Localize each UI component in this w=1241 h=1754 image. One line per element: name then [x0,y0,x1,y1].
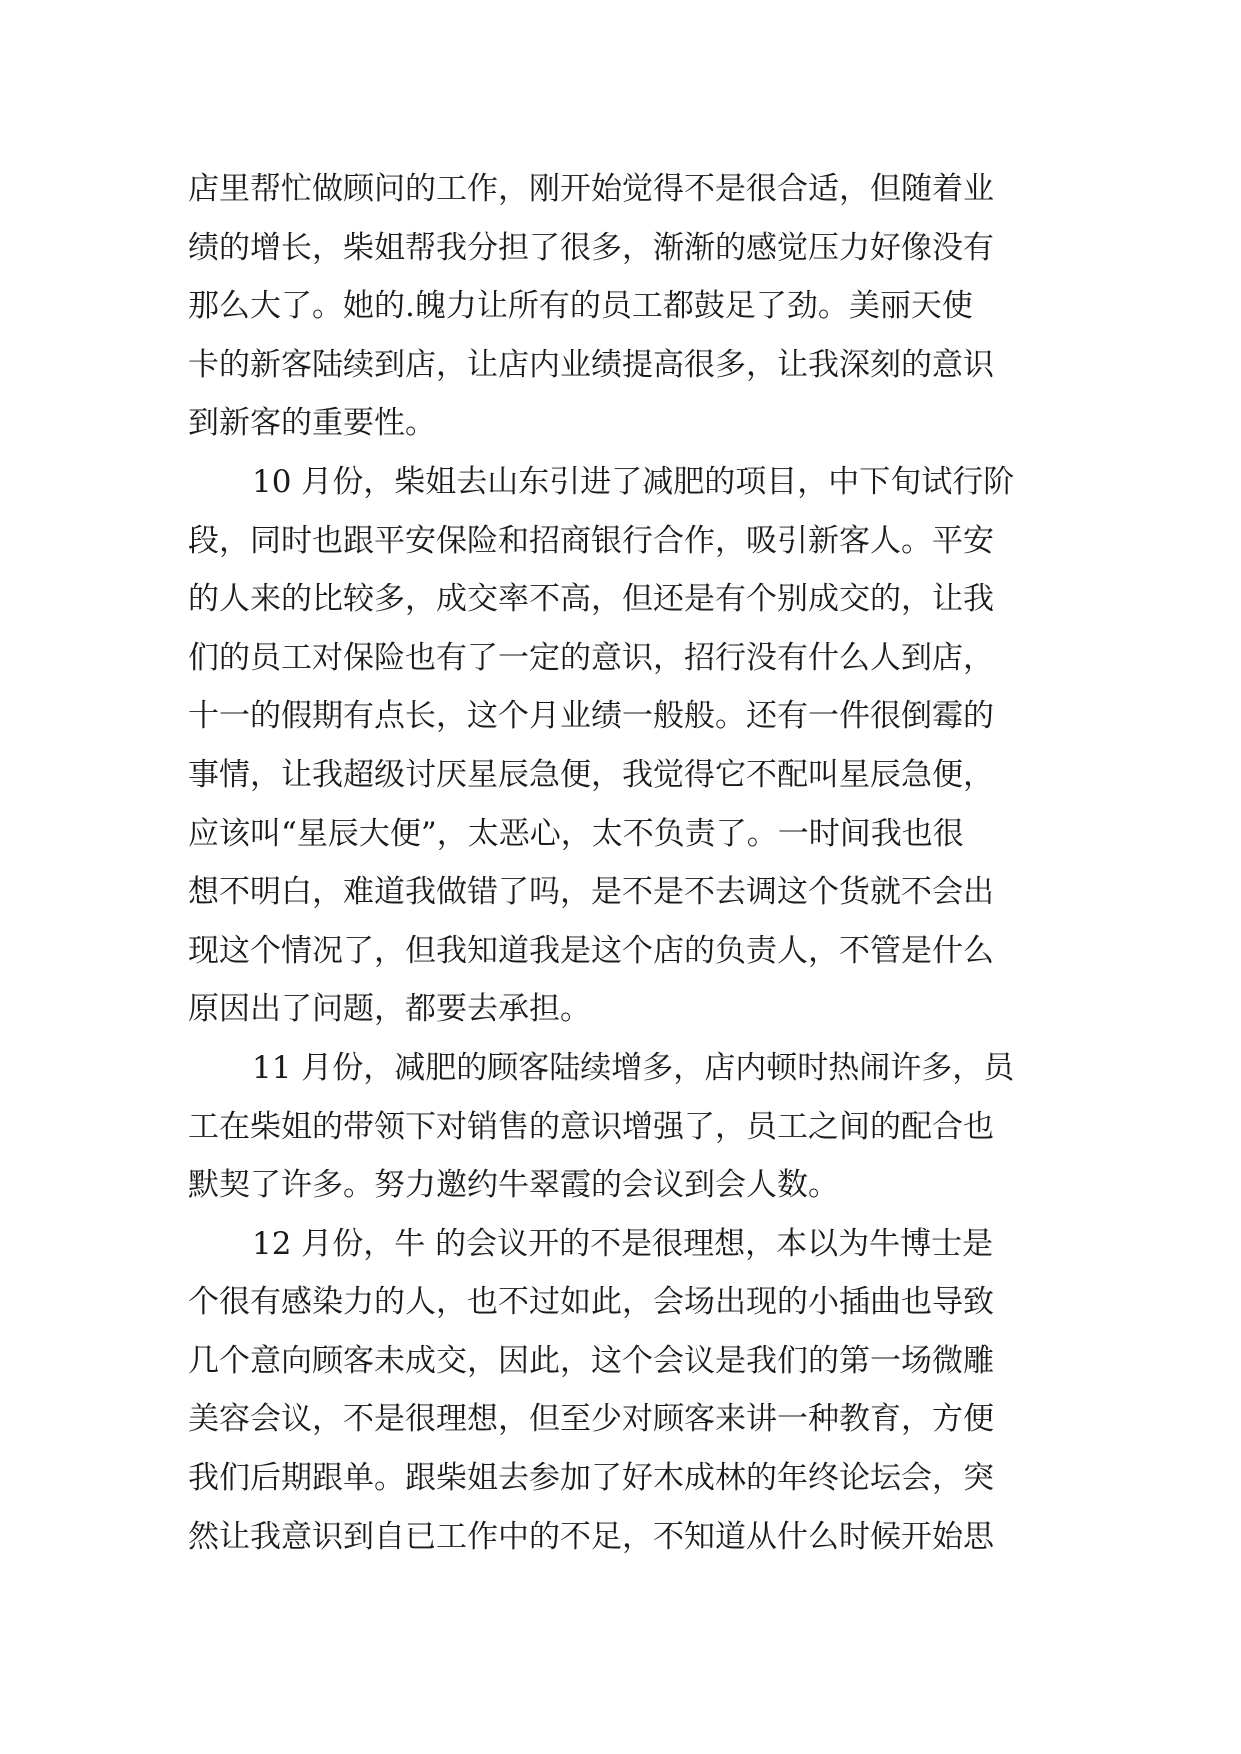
paragraph-start-line: 11 月份，减肥的顾客陆续增多，店内顿时热闹许多，员 [252,1049,1015,1086]
text-line: 绩的增长，柴姐帮我分担了很多，渐渐的感觉压力好像没有 [188,229,994,266]
text-line: 到新客的重要性。 [188,405,436,442]
text-line: 现这个情况了，但我知道我是这个店的负责人，不管是什么 [188,932,994,969]
text-line: 事情，让我超级讨厌星辰急便，我觉得它不配叫星辰急便， [188,756,994,793]
text-line: 默契了许多。努力邀约牛翠霞的会议到会人数。 [188,1167,839,1204]
text-line: 几个意向顾客未成交，因此，这个会议是我们的第一场微雕 [188,1342,994,1379]
paragraph-start-line: 12 月份，牛 的会议开的不是很理想，本以为牛博士是 [252,1225,994,1262]
text-line: 店里帮忙做顾问的工作，刚开始觉得不是很合适，但随着业 [188,171,994,207]
text-line: 段，同时也跟平安保险和招商银行合作，吸引新客人。平安 [188,522,994,559]
paragraph-start-line: 10 月份，柴姐去山东引进了减肥的项目，中下旬试行阶 [252,463,1015,500]
text-line: 卡的新客陆续到店，让店内业绩提高很多，让我深刻的意识 [188,346,994,383]
text-line: 美容会议，不是很理想，但至少对顾客来讲一种教育，方便 [188,1401,994,1438]
text-line: 应该叫“星辰大便”，太恶心，太不负责了。一时间我也很 [188,815,964,852]
document-body [188,160,1068,1566]
text-line: 十一的假期有点长，这个月业绩一般般。还有一件很倒霉的 [188,698,994,735]
text-line: 原因出了问题，都要去承担。 [188,991,591,1028]
text-line: 的人来的比较多，成交率不高，但还是有个别成交的，让我 [188,581,994,618]
text-line: 我们后期跟单。跟柴姐去参加了好木成林的年终论坛会，突 [188,1460,994,1497]
text-line: 然让我意识到自已工作中的不足，不知道从什么时候开始思 [188,1518,994,1555]
text-line: 们的员工对保险也有了一定的意识，招行没有什么人到店， [188,639,994,676]
text-line: 个很有感染力的人，也不过如此，会场出现的小插曲也导致 [188,1284,994,1321]
text-line: 那么大了。她的.魄力让所有的员工都鼓足了劲。美丽天使 [188,288,973,325]
text-line: 想不明白，难道我做错了吗，是不是不去调这个货就不会出 [188,874,994,911]
text-line: 工在柴姐的带领下对销售的意识增强了，员工之间的配合也 [188,1108,994,1145]
